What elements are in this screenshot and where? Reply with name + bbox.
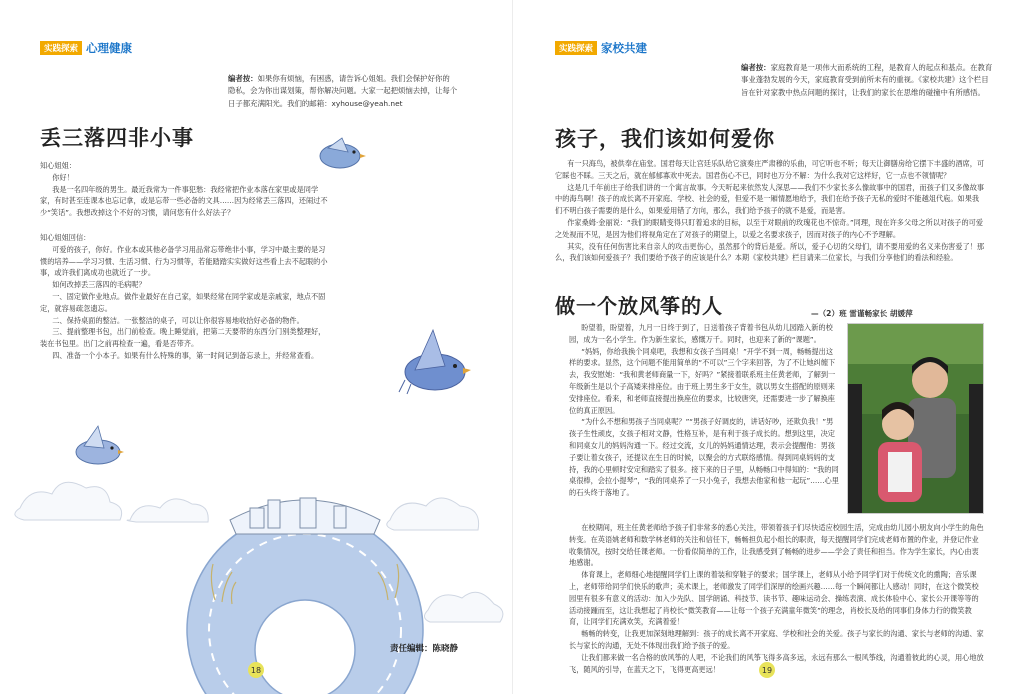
article-2-text-continued (569, 522, 985, 675)
page-number: 19 (759, 662, 775, 678)
article-title-1: 孩子，我们该如何爱你 (555, 126, 775, 151)
editor-line: 家庭教育是一项伟大而系统的工程，是教育人的起点和基点。在教育 (770, 63, 993, 72)
paragraph: 二、保持桌面的整洁。一张整洁的桌子，可以让你很容易地收拾好必备的物件。 (52, 315, 304, 325)
paragraph: 知心姐姐： (40, 161, 76, 170)
byline: —（2）班 雷谨畅家长 胡媛萍 (811, 309, 913, 318)
editor-line: 如果你有烦恼，有困惑，请告诉心姐姐。我们会保护好你的 (257, 74, 450, 83)
paragraph: 可爱的孩子，你好。作业本或其他必备学习用品常忘带绝非小事，学习中最主要的是习惯的培养——学习习惯、生活习惯、行为习惯等，若能踏踏实实做好这些看上去不起眼的小事，或许我们离成功也就近了一步。 (40, 244, 328, 278)
paragraph: 其实，没有任何伤害比来自亲人的攻击更伤心，虽然那个的背后是爱。所以，爱子心切的父母们，请不要用爱的名义来伤害爱了！那么，我们该如何爱孩子？我们要给予孩子的应该是什么？本期《家校共建》栏目请来二位家长，与我们分享他们的看法和经验。 (555, 241, 985, 263)
paragraph: 在校期间，班主任黄老师给予孩子们非常多的悉心关注，带领着孩子们尽快适应校园生活，完成由幼儿园小朋友向小学生的角色转变。在英语姚老师和数学林老师的关注和信任下，畅畅担负起小组长的职责，每天提醒同学们完成老师布置的作业，并登记作业收集情况，按时交给任课老师。一份看似简单的工作，让我感受到了畅畅的进步——学会了责任和担当。作为学生家长，内心由衷地感谢。 (569, 523, 984, 568)
article-title-2: 做一个放风筝的人 (555, 294, 723, 318)
bird-icon (76, 426, 124, 464)
paragraph: 一、固定做作业地点。做作业最好在自己家，如果经常在同学家或是亲戚家，地点不固定，就容易疏忽遗忘。 (40, 291, 326, 313)
section-header (555, 40, 647, 56)
section-title: 家校共建 (601, 41, 648, 55)
paragraph: 让我们都来做一名合格的放风筝的人吧，不论我们的风筝飞得多高多远，永远有那么一根风筝线，沟通着彼此的心灵，用心地放飞，随风的引导，在蓝天之下，飞得更高更远！ (569, 652, 984, 674)
paragraph: “妈妈，你给我换个同桌吧，我想和女孩子当同桌！”开学不到一周，畅畅提出这样的要求。显然，这个问题不能用简单的“不可以”三个字来回答，为了不让她纠缠下去，我安慰她：“我和黄老师商量一下，好吗？”紧接着联系班主任黄老师，了解到一年级新生是以个子高矮来排座位。由于班上男生多于女生，就以男女生搭配的原则来安排座位。看来，和老师直接提出换座位的要求，比较唐突，还需要进一步了解换座位的真正原因。 (569, 346, 836, 415)
paragraph: 我是一名四年级的男生。最近我常为一件事犯愁：我经常把作业本落在家里或是同学家，有时甚至连课本也忘记拿，或是忘带一些必备的文具……因为经常丢三落四，还闹过不少“笑话”。我想改掉这个不好的习惯，请问您有什么好法子？ (40, 184, 328, 218)
section-tag: 实践探索 (40, 41, 82, 55)
paragraph: 三、提前整理书包，出门前检查。晚上睡觉前，把第二天要带的东西分门别类整理好，装在书包里。出门之前再检查一遍，看是否带齐。 (40, 327, 326, 349)
editor-label: 编者按： (741, 63, 771, 72)
editor-line: 日子都充满阳光。我们的邮箱：xyhouse@yeah.net (228, 98, 403, 108)
paragraph: 畅畅的转变，让我更加深刻地理解到：孩子的成长离不开家庭、学校和社会的关爱。孩子与家长的沟通、家长与老师的沟通、家长与家长的沟通，无处不体现出我们给予孩子的爱。 (569, 629, 984, 650)
section-tag: 实践探索 (555, 41, 597, 55)
right-page (512, 0, 1024, 694)
editor-line: 隐私，会为你出谋划策，帮你解决问题。大家一起把烦恼去掉，让每个 (228, 86, 458, 96)
article-2-text (569, 322, 839, 499)
section-title: 心理健康 (86, 41, 133, 55)
family-photo (847, 323, 984, 514)
article-1-text (555, 158, 985, 264)
paragraph: 盼望着，盼望着，九月一日终于到了，日送着孩子背着书包从幼儿园踏入新的校园，成为一名小学生。作为新生家长，感慨万千。同时，也迎来了新的“课题”。 (569, 323, 833, 344)
road-ring (187, 512, 423, 694)
credit-line: 责任编辑：陈晓静 (390, 644, 459, 654)
article-title: 丢三落四非小事 (40, 125, 194, 150)
editor-label: 编者按： (228, 74, 258, 83)
bird-icon (320, 138, 366, 168)
paragraph: 你好！ (52, 172, 74, 182)
paragraph: 有一只海鸟，被供奉在庙堂。国君每天让宫廷乐队给它演奏庄严肃穆的乐曲，可它听也不听；每天让御膳房给它摆下丰盛的酒席，可它睬也不睬。三天之后，就在郁郁寡欢中死去。国君伤心不已，同时也万分不解：为什么我对它这样好，它一点也不领情呢？ (555, 159, 985, 180)
editor-note (741, 62, 1003, 99)
paragraph: 这是几千年前庄子给我们讲的一个寓言故事。今天听起来依然发人深思——我们不少家长多么像故事中的国君，而孩子们又多像故事中的海鸟啊！孩子的成长离不开家庭、学校、社会的爱，但爱不是一厢情愿地给予，我们在给予孩子无私的爱时不能越俎代庖。如果我们不明白孩子需要的是什么，如果爱用错了方向，那么，我们给予孩子的就不是爱，而是害。 (555, 182, 985, 216)
paragraph: 四、准备一个小本子。如果有什么特殊的事，第一时间记到备忘录上，并经常查看。 (52, 350, 319, 360)
paragraph: 如何改掉丢三落四的毛病呢？ (52, 280, 146, 290)
paragraph: 作家桑姆·金丽说：“我们的眼睛变得只盯着追求的目标，以至于对眼前的玫瑰花也不惊奇。”同理，现在许多父母之所以对孩子的可爱之处视而不见，是因为他们将视角定在了对孩子的期望上，以爱之名要求孩子，因而对孩子的内心不予理解。 (555, 217, 984, 239)
editor-line: 事业蓬勃发展的今天，家庭教育受到前所未有的重视。《家校共建》这个栏目 (741, 75, 989, 85)
bird-icon (399, 330, 471, 394)
paragraph: 体育课上，老师细心地提醒同学们上课的着装和穿鞋子的要求；国学课上，老师从小给予同学们对于传统文化的熏陶；音乐课上，老师带给同学们快乐的歌声；美术课上，老师激发了同学们深厚的绘画兴趣……每一个瞬间都让人感动！同时，在这个微笑校园里有很多有意义的活动：加入少先队、国学朗诵、科技节、读书节、趣味运动会、操练表演、成长体验中心、家长公开课等等的活动接踵而至，这让我想起了肖校长“微笑教育——让每一个孩子充满童年微笑”的理念，肖校长及给的同事们身体力行的微笑教育，让同学们充满欢笑，充满着爱！ (569, 570, 979, 627)
city-shape (230, 498, 380, 534)
page-number: 18 (248, 662, 264, 678)
paragraph: “为什么不想和男孩子当同桌呢？”“男孩子好调皮的，讲话好吵，还欺负我！”男孩子生性顽皮，女孩子相对文静，性格互补，是有利于孩子成长的。想到这里，决定和同桌女儿的妈妈沟通一下。经过交流，女儿的妈妈通情达理，表示会提醒他：男孩子要让着女孩子，还提议在生日的时候，以聚会的方式联络感情。得到同桌妈妈的支持，我的心里顿时安定和踏实了很多。接下来的日子里，从畅畅口中得知的：“我的同桌很棒，会拉小提琴”，“我的同桌养了一只小兔子，我想去他家和他一起玩”……心里的石头终于落地了。 (569, 417, 839, 498)
paragraph: 知心姐姐回信： (40, 233, 91, 242)
editor-line: 旨在针对家教中热点问题的探讨，让我们的家长在思维的碰撞中有所感悟。 (741, 87, 985, 97)
